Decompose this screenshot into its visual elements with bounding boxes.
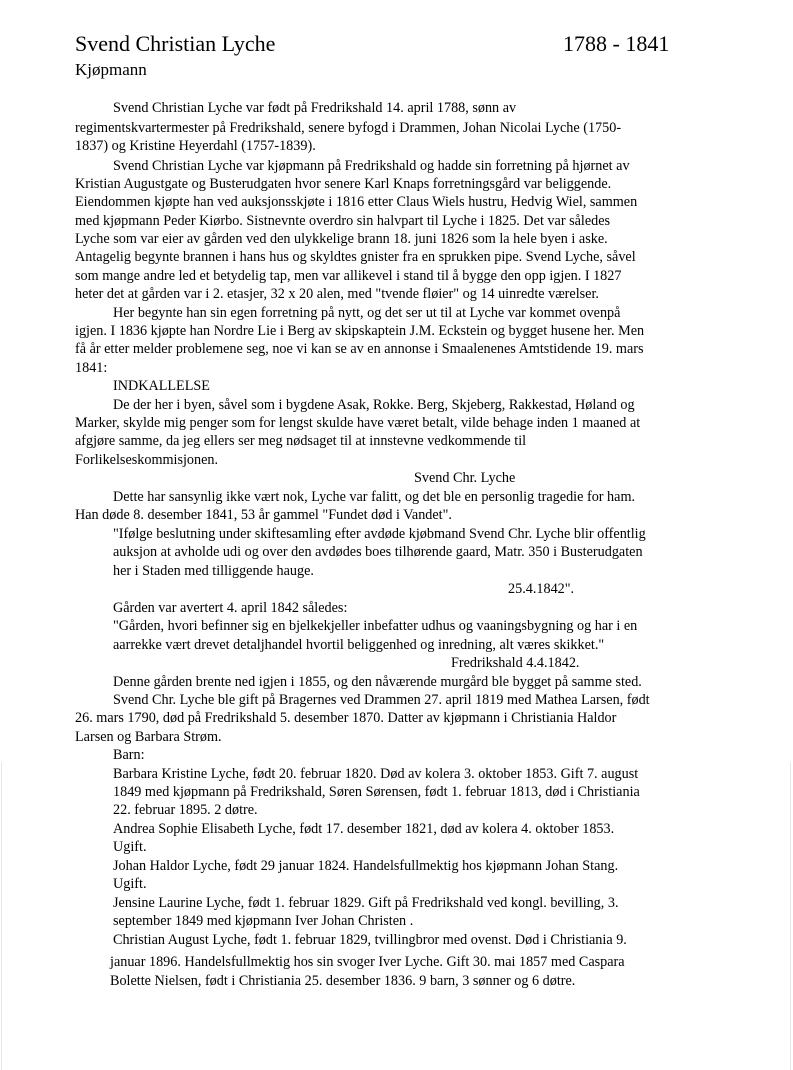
text-line: Kristian Augustgate og Busterudgaten hvor senere Karl Knaps forretningsgård var beliggende. <box>75 176 612 192</box>
text-line: Bolette Nielsen, født i Christiania 25. desember 1836. 9 barn, 3 sønner og 6 døtre. <box>110 973 576 989</box>
text-line: Svend Christian Lyche var født på Fredrikshald 14. april 1788, sønn av <box>113 100 517 116</box>
text-line: auksjon at avholde udi og over den avdødes boes tilhørende gaard, Matr. 350 i Busterudgaten <box>113 544 643 560</box>
text-line: 1841: <box>75 360 108 376</box>
text-line: Marker, skylde mig penger som for lengst skulde have været betalt, vilde behage inden 1 maaned at <box>75 415 641 431</box>
text-line: januar 1896. Handelsfullmektig hos sin svoger Iver Lyche. Gift 30. mai 1857 med Caspara <box>110 954 625 970</box>
text-line: Antagelig begynte brannen i hans hus og skyldtes gnister fra en sprukken pipe. Svend Lyche, såvel <box>75 249 636 265</box>
text-line: Forlikelseskommisjonen. <box>75 452 219 468</box>
text-line: Dette har sansynlig ikke vært nok, Lyche var falitt, og det ble en personlig tragedie for ham. <box>113 489 636 505</box>
text-line: som mange andre led et betydelig tap, men var allikevel i stand til å bygge den opp igjen. I 1827 <box>75 268 622 284</box>
text-line: Christian August Lyche, født 1. februar 1829, tvillingbror med ovenst. Død i Christiania 9. <box>113 932 627 948</box>
text-line: Svend Christian Lyche var kjøpmann på Fredrikshald og hadde sin forretning på hjørnet av <box>113 158 630 174</box>
occupation-subtitle: Kjøpmann <box>75 60 147 79</box>
text-line: 25.4.1842". <box>508 581 575 597</box>
text-line: Gården var avertert 4. april 1842 således: <box>113 600 348 616</box>
text-line: Her begynte han sin egen forretning på nytt, og det ser ut til at Lyche var kommet ovenpå <box>113 305 621 321</box>
text-line: De der her i byen, såvel som i bygdene Asak, Rokke. Berg, Skjeberg, Rakkestad, Høland og <box>113 397 635 413</box>
text-line: Svend Chr. Lyche ble gift på Bragernes ved Drammen 27. april 1819 med Mathea Larsen, født <box>113 692 650 708</box>
text-line: Svend Chr. Lyche <box>414 470 516 486</box>
text-line: med kjøpmann Peder Kiørbo. Sistnevnte overdro sin halvpart til Lyche i 1825. Det var således <box>75 213 611 229</box>
scan-edge-line-left <box>1 762 2 1070</box>
text-line: heter det at gården var i 2. etasjer, 32 x 20 alen, med "tvende fløier" og 14 uinredte værelser. <box>75 286 599 302</box>
person-name-heading: Svend Christian Lyche <box>75 31 276 56</box>
text-line: Eiendommen kjøpte han ved auksjonsskjøte i 1816 etter Claus Wiels hustru, Hedvig Wiel, sammen <box>75 194 638 210</box>
life-years: 1788 - 1841 <box>563 31 670 56</box>
text-line: september 1849 med kjøpmann Iver Johan Christen . <box>113 913 414 929</box>
text-line: 1837) og Kristine Heyerdahl (1757-1839). <box>75 138 316 154</box>
text-line: Larsen og Barbara Strøm. <box>75 729 222 745</box>
scan-edge-line-right <box>790 762 791 1070</box>
text-line: "Gården, hvori befinner sig en bjelkekjeller inbefatter udhus og vaaningsbygning og har i en <box>113 618 638 634</box>
text-line: Han døde 8. desember 1841, 53 år gammel "Fundet død i Vandet". <box>75 507 452 523</box>
text-line: regimentskvartermester på Fredrikshald, senere byfogd i Drammen, Johan Nicolai Lyche (1750- <box>75 120 622 136</box>
text-line: "Ifølge beslutning under skiftesamling efter avdøde kjøbmand Svend Chr. Lyche blir offentlig <box>113 526 646 542</box>
text-line: Barbara Kristine Lyche, født 20. februar 1820. Død av kolera 3. oktober 1853. Gift 7. august <box>113 766 639 782</box>
text-line: Ugift. <box>113 839 147 855</box>
text-line: Denne gården brente ned igjen i 1855, og den nåværende murgård ble bygget på samme sted. <box>113 674 642 690</box>
text-line: Andrea Sophie Elisabeth Lyche, født 17. desember 1821, død av kolera 4. oktober 1853. <box>113 821 615 837</box>
text-line: afgjøre samme, da jeg ellers ser meg nødsaget til at innstevne vedkommende til <box>75 433 527 449</box>
text-line: få år etter melder problemene seg, noe vi kan se av en annonse i Smaalenenes Amtstidende 19. mars <box>75 341 644 357</box>
text-line: 22. februar 1895. 2 døtre. <box>113 802 258 818</box>
text-line: Barn: <box>113 747 145 763</box>
text-line: Fredrikshald 4.4.1842. <box>451 655 580 671</box>
text-line: Ugift. <box>113 876 147 892</box>
text-line: her i Staden med tilliggende hauge. <box>113 563 314 579</box>
text-line: igjen. I 1836 kjøpte han Nordre Lie i Berg av skipskaptein J.M. Eckstein og bygget husene her. Men <box>75 323 645 339</box>
text-line: Johan Haldor Lyche, født 29 januar 1824. Handelsfullmektig hos kjøpmann Johan Stang. <box>113 858 619 874</box>
text-line: 26. mars 1790, død på Fredrikshald 5. desember 1870. Datter av kjøpmann i Christiania Haldor <box>75 710 617 726</box>
text-line: Lyche som var eier av gården ved den ulykkelige brann 18. juni 1826 som la hele byen i aske. <box>75 231 608 247</box>
text-line: Jensine Laurine Lyche, født 1. februar 1829. Gift på Fredrikshald ved kongl. bevilling, 3. <box>113 895 619 911</box>
text-line: INDKALLELSE <box>113 378 210 394</box>
text-line: 1849 med kjøpmann på Fredrikshald, Søren Sørensen, født 1. februar 1813, død i Christiania <box>113 784 640 800</box>
text-line: aarrekke vært drevet detaljhandel hvortil beliggenhed og inredning, alt væres skikket." <box>113 637 605 653</box>
